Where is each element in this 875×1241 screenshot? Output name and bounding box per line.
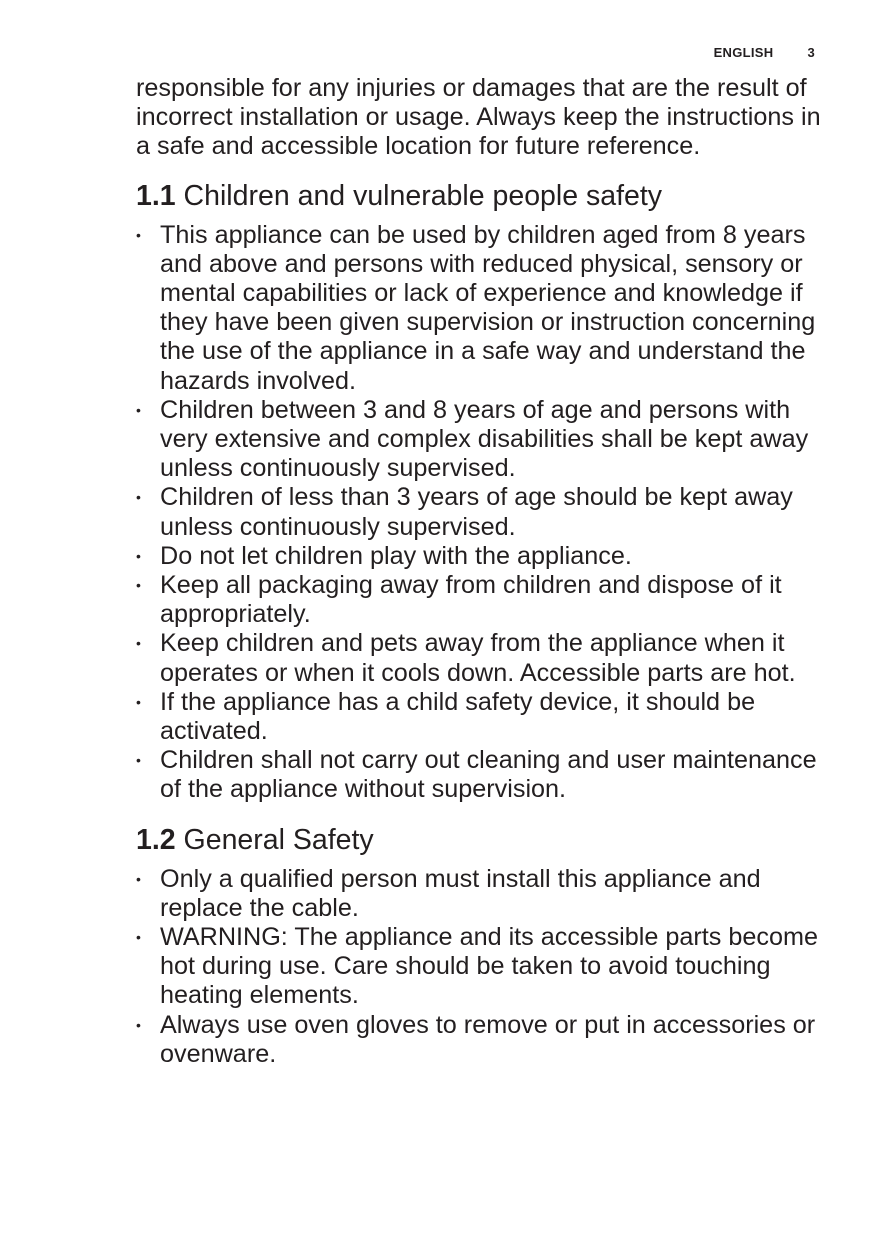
list-item: • Do not let children play with the appliance. — [136, 542, 826, 571]
section-children-safety — [136, 179, 826, 805]
list-item: • This appliance can be used by children aged from 8 years and above and persons with reduced physical, sensory or mental capabilities or lack of experience and knowledge if they have been given supervision or instruction concerning the use of the appliance in a safe way and understand the hazards involved. — [136, 221, 826, 396]
list-item: • Keep children and pets away from the appliance when it operates or when it cools down. Accessible parts are hot. — [136, 629, 826, 687]
bullet-list — [136, 221, 826, 805]
list-item: • Children between 3 and 8 years of age and persons with very extensive and complex disabilities shall be kept away unless continuously supervised. — [136, 396, 826, 484]
list-item: • If the appliance has a child safety device, it should be activated. — [136, 688, 826, 746]
list-item: • Always use oven gloves to remove or put in accessories or ovenware. — [136, 1011, 826, 1069]
list-item: • Keep all packaging away from children and dispose of it appropriately. — [136, 571, 826, 629]
section-number: 1.1 — [136, 179, 176, 212]
section-general-safety — [136, 823, 826, 1069]
page-number: 3 — [807, 45, 815, 60]
page-header — [714, 45, 815, 60]
section-title-text: General Safety — [183, 823, 374, 856]
list-item: • Only a qualified person must install this appliance and replace the cable. — [136, 865, 826, 923]
intro-paragraph: responsible for any injuries or damages that are the result of incorrect installation or usage. Always keep the instructions in a safe and accessible location for future reference. — [136, 74, 821, 161]
section-title-text: Children and vulnerable people safety — [183, 179, 663, 212]
list-item: • Children shall not carry out cleaning and user maintenance of the appliance without supervision. — [136, 746, 826, 804]
section-heading — [136, 823, 826, 857]
list-item: • Children of less than 3 years of age should be kept away unless continuously supervised. — [136, 483, 826, 541]
section-number: 1.2 — [136, 823, 176, 856]
list-item: • WARNING: The appliance and its accessible parts become hot during use. Care should be taken to avoid touching heating elements. — [136, 923, 826, 1011]
section-heading — [136, 179, 826, 213]
language-label: ENGLISH — [713, 45, 774, 60]
document-body — [136, 74, 826, 1069]
bullet-list — [136, 865, 826, 1069]
